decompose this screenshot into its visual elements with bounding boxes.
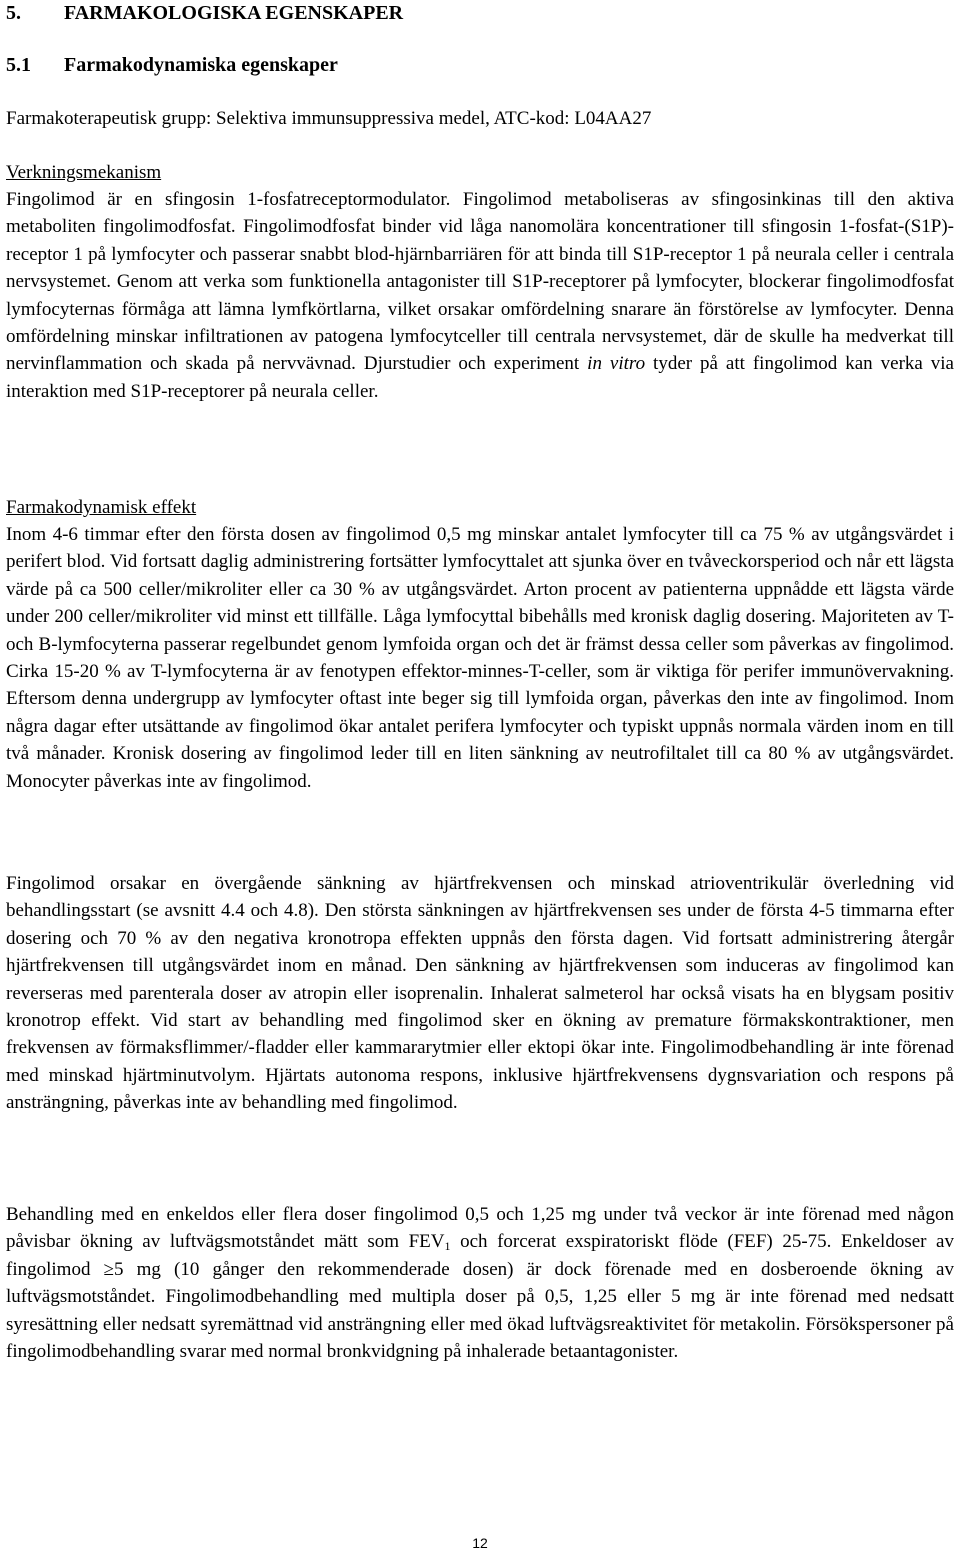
heart-rate-paragraph: Fingolimod orsakar en övergående sänkning av hjärtfrekvensen och minskad atrioventrikulär överledning vid behandlingsstart (se avsnitt 4.4 och 4.8). Den största sänkningen av hjärtfrekvensen ses under de första 4-5 timmarna efter dosering och 70 % av den negativa kronotropa effekten uppnås den första dagen. Vid fortsatt administrering återgår hjärtfrekvensen till utgångsvärdet inom en månad. Den sänkning av hjärtfrekvensen som induceras av fingolimod kan reverseras med parenterala doser av atropin eller isoprenalin. Inhalerat salmeterol har också visats ha en blygsam positiv kronotrop effekt. Vid start av behandling med fingolimod sker en ökning av premature förmakskontraktioner, men frekvensen av förmaksflimmer/-fladder eller kammararytmier eller ektopi ökar inte. Fingolimodbehandling är inte förenad med minskad hjärtminutvolym. Hjärtats autonoma respons, inklusive hjärtfrekvensens dygnsvariation och respons på ansträngning, påverkas inte av behandling med fingolimod. xyxy=(6,873,954,1114)
subsection-title: Farmakodynamiska egenskaper xyxy=(64,54,338,76)
pd-effect-paragraph: Inom 4-6 timmar efter den första dosen av fingolimod 0,5 mg minskar antalet lymfocyter till ca 75 % av utgångsvärdet i perifert blod. Vid fortsatt daglig administrering fortsätter lymfocyttalet att sjunka över en tvåveckorsperiod och når ett lägsta värde på ca 500 celler/mikroliter eller ca 30 % av utgångsvärdet. Arton procent av patienterna uppnådde ett lägsta värde under 200 celler/mikroliter vid minst ett tillfälle. Låga lymfocyttal bibehålls med kronisk daglig dosering. Majoriteten av T- och B-lymfocyterna passerar regelbundet genom lymfoida organ och det är främst dessa celler som påverkas av fingolimod. Cirka 15-20 % av T-lymfocyterna är av fenotypen effektor-minnes-T-celler, som är viktiga för perifer immunövervakning. Eftersom denna undergrupp av lymfocyter oftast inte beger sig till lymfoida organ, påverkas den inte av fingolimod. Inom några dagar efter utsättande av fingolimod ökar antalet perifera lymfocyter och typiskt uppnås normala värden inom en till två månader. Kronisk dosering av fingolimod leder till en liten sänkning av neutrofiltalet till ca 80 % av utgångsvärdet. Monocyter påverkas inte av fingolimod. xyxy=(6,524,954,792)
pharmacotherapeutic-group: Farmakoterapeutisk grupp: Selektiva immunsuppressiva medel, ATC-kod: L04AA27 xyxy=(6,108,652,129)
page-number: 12 xyxy=(472,1535,488,1551)
mechanism-italic: in vitro xyxy=(587,353,646,375)
subsection-number: 5.1 xyxy=(6,54,31,76)
airway-paragraph xyxy=(6,1201,954,1365)
pd-effect-heading: Farmakodynamisk effekt xyxy=(6,497,197,518)
mechanism-text-2: tyder på att fingolimod kan verka via interaktion med S1P-receptorer på neurala celler. xyxy=(6,353,954,402)
airway-text-1: Behandling med en enkeldos eller flera doser fingolimod 0,5 och 1,25 mg under två veckor är inte förenad med någon påvisbar ökning av luftvägsmotståndet mätt som FEV xyxy=(6,1204,954,1253)
section-heading-5-1 xyxy=(6,52,338,78)
section-title: FARMAKOLOGISKA EGENSKAPER xyxy=(64,2,404,24)
mechanism-paragraph xyxy=(6,186,954,405)
mechanism-text-1: Fingolimod är en sfingosin 1-fosfatreceptormodulator. Fingolimod metaboliseras av sfingosinkinas till den aktiva metaboliten fingolimodfosfat. Fingolimodfosfat binder vid låga nanomolära koncentrationer till sfingosin 1-fosfat-(S1P)-receptor 1 på lymfocyter och passerar snabbt blod-hjärnbarriären för att binda till S1P-receptor 1 på neurala celler i centrala nervsystemet. Genom att verka som funktionella antagonister till S1P-receptorer på lymfocyter, blockerar fingolimodfosfat lymfocyternas förmåga att lämna lymfkörtlarna, vilket orsakar omfördelning snarare än förstörelse av lymfocyter. Denna omfördelning minskar infiltrationen av patogena lymfocytceller till centrala nervsystemet, där de skulle ha medverkat till nervinflammation och skada på nervvävnad. Djurstudier och experiment xyxy=(6,189,954,375)
mechanism-heading: Verkningsmekanism xyxy=(6,162,162,183)
fev-subscript: 1 xyxy=(444,1239,451,1254)
section-heading-5 xyxy=(6,0,403,26)
section-number: 5. xyxy=(6,2,21,24)
airway-text-2: och forcerat exspiratoriskt flöde (FEF) 25-75. Enkeldoser av fingolimod ≥5 mg (10 gånger den rekommenderade dosen) är dock förenade med en dosberoende ökning av luftvägsmotståndet. Fingolimodbehandling med multipla doser på 0,5, 1,25 eller 5 mg är inte förenad med nedsatt syresättning eller nedsatt syremättnad vid ansträngning eller med ökad luftvägsreaktivitet för metakolin. Försökspersoner på fingolimodbehandling svarar med normal bronkvidgning på inhalerade betaantagonister. xyxy=(6,1231,954,1363)
